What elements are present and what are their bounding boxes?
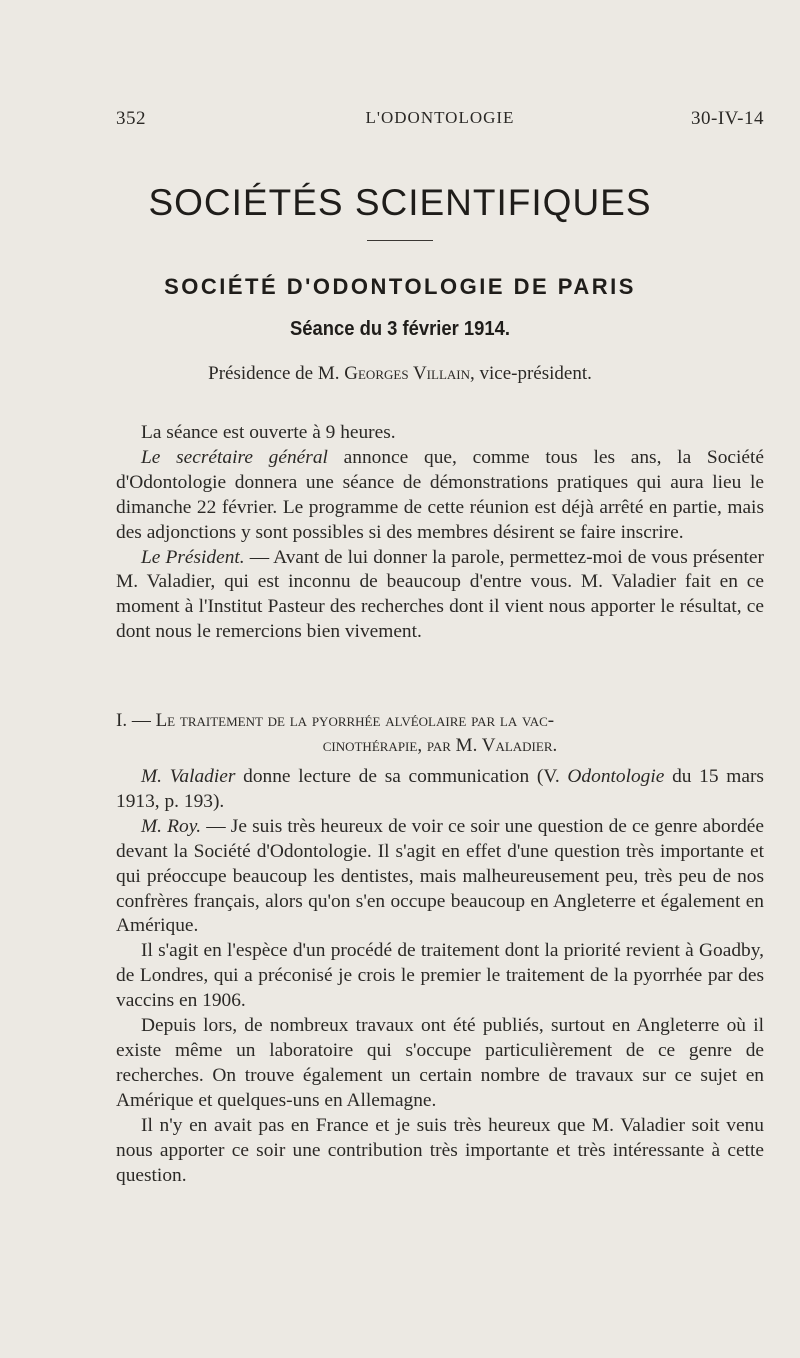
paragraph: M. Roy. — Je suis très heureux de voir ce soir une question de ce genre abordée devant la Société d'Odontologie. Il s'agit en effet d'une question très importante et qui préoccupe beaucoup les dentistes, mais malheureusement peu, très peu de nos confrères français, alors qu'on s'en occupe beaucoup en Angleterre et également en Amérique. [116, 815, 764, 937]
speaker: Le secrétaire général [141, 446, 328, 468]
speaker: M. Roy. [141, 815, 202, 837]
section-title: SOCIÉTÉS SCIENTIFIQUES [148, 182, 652, 223]
presidence-line: Présidence de M. Georges Villain, vice-président. [208, 363, 592, 384]
society-heading: SOCIÉTÉ D'ODONTOLOGIE DE PARIS [164, 274, 636, 299]
seance-heading: Séance du 3 février 1914. [290, 318, 510, 340]
paragraph: Il n'y en avait pas en France et je suis très heureux que M. Valadier soit venu nous apporter ce soir une contribution très importante et très intéressante à cette question. [116, 1114, 764, 1186]
page-number: 352 [116, 108, 146, 129]
paragraph: M. Valadier donne lecture de sa communication (V. Odontologie du 15 mars 1913, p. 193). [116, 766, 764, 812]
communication-discussion [116, 765, 764, 1188]
paragraph: Depuis lors, de nombreux travaux ont été publiés, surtout en Angleterre où il existe même un laboratoire qui s'occupe particulièrement de ce genre de recherches. On trouve également un certain nombre de travaux sur ce sujet en Amérique et quelques-uns en Allemagne. [116, 1015, 764, 1111]
paragraph: Il s'agit en l'espèce d'un procédé de traitement dont la priorité revient à Goadby, de Londres, qui a préconisé je crois le premier le traitement de la pyorrhée par des vaccins en 1906. [116, 940, 764, 1012]
paragraph: La séance est ouverte à 9 heures. [141, 422, 396, 443]
journal-name: Odontologie [567, 766, 665, 787]
communication-heading: I. — Le traitement de la pyorrhée alvéolaire par la vac- cinothérapie, par M. Valadier. [116, 710, 558, 756]
running-header [116, 108, 764, 138]
speaker: M. Valadier [141, 766, 236, 787]
president-name: Georges Villain [344, 363, 470, 384]
speaker: Le Président. [141, 546, 245, 568]
paragraph: Le Président. — Avant de lui donner la parole, permettez-moi de vous présenter M. Valadier, qui est inconnu de beaucoup d'entre vous. M. Valadier fait en ce moment à l'Institut Pasteur des recherches dont il vient nous apporter le résultat, ce dont nous le remercions bien vivement. [116, 546, 764, 643]
minutes-opening [116, 421, 764, 645]
title-divider [367, 240, 433, 241]
issue-date: 30-IV-14 [691, 108, 764, 129]
running-title: L'ODONTOLOGIE [365, 108, 515, 127]
paragraph: Le secrétaire général annonce que, comme tous les ans, la Société d'Odontologie donnera une séance de démonstrations pratiques qui aura lieu le dimanche 22 février. Le programme de cette réunion est déjà arrêté en partie, mais des adjonctions y sont possibles si des membres désirent se faire inscrire. [116, 446, 764, 543]
